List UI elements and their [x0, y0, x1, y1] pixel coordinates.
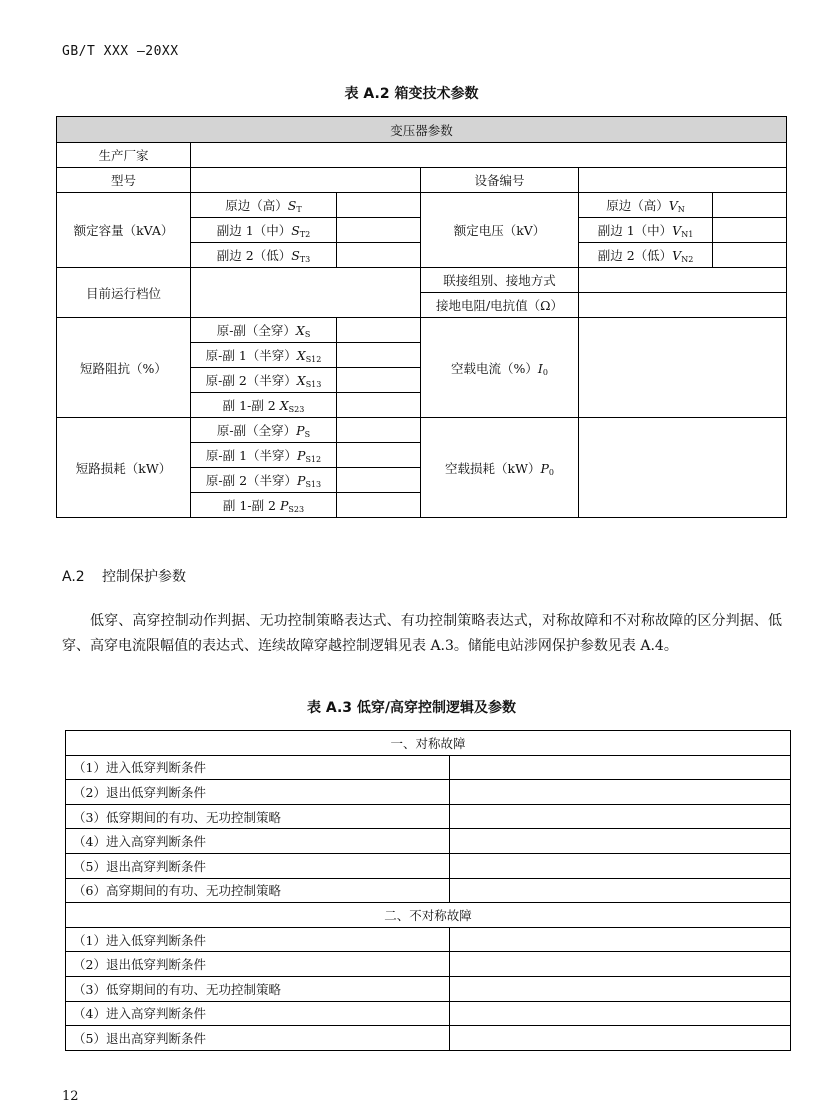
manufacturer-value: [191, 143, 787, 168]
rated-voltage-label: 额定电压（kV）: [421, 193, 579, 268]
impedance-half2-value: [337, 368, 421, 393]
no-load-current-value: [579, 318, 787, 418]
table-row: [66, 952, 791, 977]
impedance-half1-value: [337, 343, 421, 368]
current-tap-value: [191, 268, 421, 318]
loss-half2-value: [337, 468, 421, 493]
table-row: [66, 927, 791, 952]
table-row: [66, 1001, 791, 1026]
table-row: [66, 829, 791, 854]
table-row: [66, 976, 791, 1001]
section-title: 控制保护参数: [102, 569, 186, 585]
capacity-secondary1-value: [337, 218, 421, 243]
loss-half1-label: 原-副 1（半穿）$P_{S12}$: [191, 443, 337, 468]
condition-value: [450, 878, 791, 903]
table-row: [66, 878, 791, 903]
impedance-s1s2-value: [337, 393, 421, 418]
short-circuit-impedance-label: 短路阻抗（%）: [57, 318, 191, 418]
capacity-secondary2-label: 副边 2（低）$S_{T3}$: [191, 243, 337, 268]
table-row: [66, 804, 791, 829]
condition-label: （2）退出低穿判断条件: [66, 780, 450, 805]
condition-label: （4）进入高穿判断条件: [66, 1001, 450, 1026]
rated-capacity-label: 额定容量（kVA）: [57, 193, 191, 268]
condition-value: [450, 952, 791, 977]
condition-label: （1）进入低穿判断条件: [66, 755, 450, 780]
impedance-s1s2-label: 副 1-副 2 $X_{S23}$: [191, 393, 337, 418]
condition-label: （3）低穿期间的有功、无功控制策略: [66, 804, 450, 829]
table-group-header: 一、对称故障: [66, 731, 791, 756]
section-heading: [62, 566, 186, 586]
loss-half1-value: [337, 443, 421, 468]
voltage-secondary1-label: 副边 1（中）$V_{N1}$: [579, 218, 713, 243]
condition-value: [450, 976, 791, 1001]
condition-value: [450, 1001, 791, 1026]
table-a2-caption: 表 A.2 箱变技术参数: [344, 86, 479, 102]
model-label: 型号: [57, 168, 191, 193]
condition-value: [450, 1026, 791, 1051]
condition-value: [450, 853, 791, 878]
ride-through-logic-table: [65, 730, 791, 1051]
grounding-resistance-label: 接地电阻/电抗值（Ω）: [421, 293, 579, 318]
winding-grounding-label: 联接组别、接地方式: [421, 268, 579, 293]
capacity-secondary2-value: [337, 243, 421, 268]
current-tap-label: 目前运行档位: [57, 268, 191, 318]
no-load-loss-label: 空载损耗$(kW)P_0$: [421, 418, 579, 518]
manufacturer-label: 生产厂家: [57, 143, 191, 168]
transformer-params-header: 变压器参数: [57, 117, 787, 143]
capacity-primary-label: 原边（高）$S_T$: [191, 193, 337, 218]
table-row: [66, 1026, 791, 1051]
loss-s1s2-value: [337, 493, 421, 518]
impedance-full-label: 原-副（全穿）$X_S$: [191, 318, 337, 343]
voltage-primary-value: [713, 193, 787, 218]
impedance-half2-label: 原-副 2（半穿）$X_{S13}$: [191, 368, 337, 393]
table-group-header: 二、不对称故障: [66, 903, 791, 928]
section-number: A.2: [62, 569, 85, 585]
voltage-secondary2-label: 副边 2（低）$V_{N2}$: [579, 243, 713, 268]
loss-full-label: 原-副（全穿）$P_S$: [191, 418, 337, 443]
capacity-secondary1-label: 副边 1（中）$S_{T2}$: [191, 218, 337, 243]
winding-grounding-value: [579, 268, 787, 293]
condition-value: [450, 755, 791, 780]
condition-value: [450, 804, 791, 829]
voltage-secondary2-value: [713, 243, 787, 268]
transformer-parameters-table: [56, 116, 787, 518]
condition-value: [450, 927, 791, 952]
condition-value: [450, 829, 791, 854]
condition-label: （4）进入高穿判断条件: [66, 829, 450, 854]
loss-s1s2-label: 副 1-副 2 $P_{S23}$: [191, 493, 337, 518]
condition-label: （2）退出低穿判断条件: [66, 952, 450, 977]
device-id-value: [579, 168, 787, 193]
impedance-half1-label: 原-副 1（半穿）$X_{S12}$: [191, 343, 337, 368]
model-value: [191, 168, 421, 193]
condition-label: （6）高穿期间的有功、无功控制策略: [66, 878, 450, 903]
device-id-label: 设备编号: [421, 168, 579, 193]
condition-value: [450, 780, 791, 805]
table-row: [66, 853, 791, 878]
condition-label: （5）退出高穿判断条件: [66, 853, 450, 878]
condition-label: （5）退出高穿判断条件: [66, 1026, 450, 1051]
impedance-full-value: [337, 318, 421, 343]
voltage-secondary1-value: [713, 218, 787, 243]
loss-half2-label: 原-副 2（半穿）$P_{S13}$: [191, 468, 337, 493]
section-paragraph: 低穿、高穿控制动作判据、无功控制策略表达式、有功控制策略表达式，对称故障和不对称故障的区分判据、低穿、高穿电流限幅值的表达式、连续故障穿越控制逻辑见表 A.3。储能电站涉网保护参数见表 A.4。: [62, 613, 782, 654]
table-a3-caption: 表 A.3 低穿/高穿控制逻辑及参数: [306, 700, 516, 716]
table-row: [66, 755, 791, 780]
short-circuit-loss-label: 短路损耗（kW）: [57, 418, 191, 518]
page-number: 12: [62, 1089, 79, 1104]
table-row: [66, 780, 791, 805]
grounding-resistance-value: [579, 293, 787, 318]
voltage-primary-label: 原边（高）$V_N$: [579, 193, 713, 218]
no-load-loss-value: [579, 418, 787, 518]
condition-label: （3）低穿期间的有功、无功控制策略: [66, 976, 450, 1001]
loss-full-value: [337, 418, 421, 443]
standard-code: GB/T XXX —20XX: [62, 44, 179, 59]
condition-label: （1）进入低穿判断条件: [66, 927, 450, 952]
no-load-current-label: 空载电流$(\%)I_0$: [421, 318, 579, 418]
capacity-primary-value: [337, 193, 421, 218]
